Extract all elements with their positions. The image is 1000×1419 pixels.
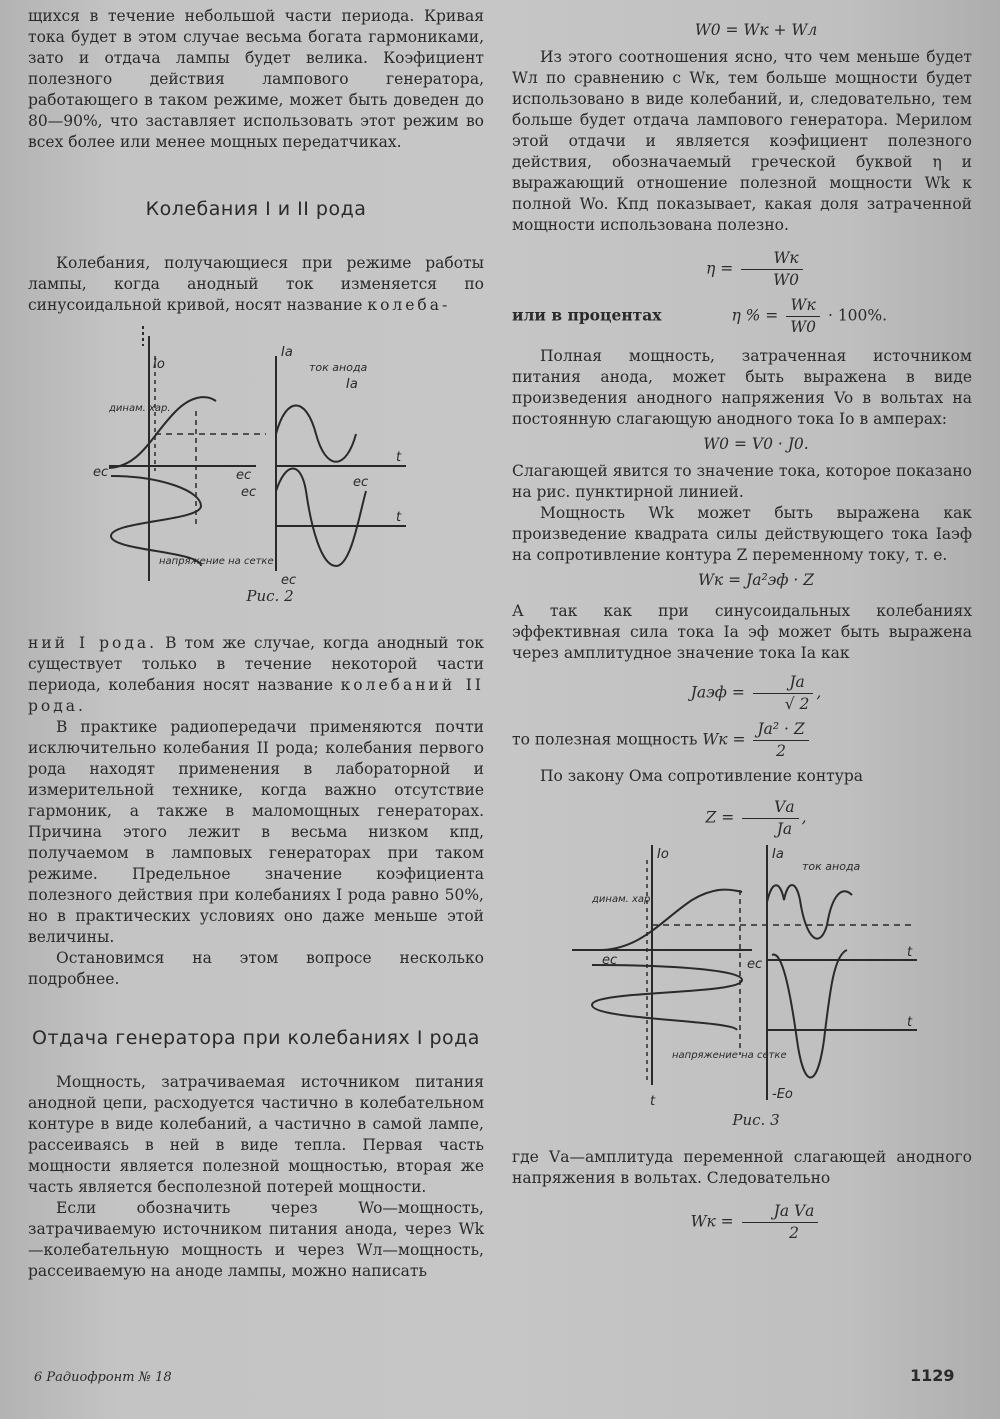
paragraph: Из этого соотношения ясно, что чем меньше будет Wл по сравнению с Wк, тем больше мощности будет использовано в виде колебаний, и, следовательно, тем больше будет отдача лампового генератора. Мерилом этой отдачи и является коэфициент полезного действия, обозначаемый греческой буквой η и выражающий отношение полезной мощности Wk к полной Wo. Кпд показывает, какая доля затраченной мощности использована полезно. bbox=[512, 48, 972, 234]
fig2-label-ia: Ia bbox=[346, 377, 358, 392]
paragraph: В практике радиопередачи применяются почти исключительно колебания II рода; колебания первого рода находят применения в лабораторной и измерительной технике, когда важно отсутствие гармоник, а также в маломощных генераторах. Причина этого лежит в весьма низком кпд, получаемом в ламповых генераторах при таком режиме. Предельное значение коэфициента полезного действия при колебаниях I рода равно 50%, но в практических условиях оно даже меньше этой величины. bbox=[28, 718, 484, 946]
paragraph: А так как при синусоидальных колебаниях эффективная сила тока Iа эф может быть выражена через амплитудное значение тока Iа как bbox=[512, 602, 972, 662]
fig2-label-ec-mid: ec bbox=[236, 468, 252, 483]
fig2-label-ec-left: ec bbox=[93, 465, 109, 480]
page-number: 1129 bbox=[910, 1366, 955, 1385]
figure-caption: Рис. 2 bbox=[246, 587, 294, 605]
fig2-label-dyn: динам. хар. bbox=[109, 403, 171, 414]
paragraph: Слагающей явится то значение тока, которое показано на рис. пунктирной линией. bbox=[512, 462, 972, 501]
fig3-label-ec-left: ec bbox=[602, 953, 618, 968]
fig2-label-t2: t bbox=[396, 510, 402, 525]
paragraph: щихся в течение небольшой части периода. Кривая тока будет в этом случае весьма богата гармониками, зато и отдача лампы будет велика. Коэфициент полезного действия лампового генератора, работающего в таком режиме, может быть доведен до 80—90%, что заставляет использовать этот режим во всех более или менее мощных передатчиках. bbox=[28, 7, 484, 151]
fig2-label-t1: t bbox=[396, 450, 402, 465]
figure-caption: Рис. 3 bbox=[732, 1111, 780, 1129]
fig3-label-volt: напряжение на сетке bbox=[672, 1050, 787, 1061]
fig3-label-ia-axis: Ia bbox=[772, 847, 784, 862]
fig2-label-ec-right: ec bbox=[353, 475, 369, 490]
fig3-label-io: Io bbox=[657, 847, 669, 862]
paragraph: Полная мощность, затраченная источником питания анода, может быть выражена в виде произведения анодного напряжения Vo в вольтах на постоянную слагающую анодного тока Io в амперах: bbox=[512, 347, 972, 428]
formula: Jаэф = $\frac{Jа}{√ 2}$ , bbox=[690, 673, 822, 713]
fig2-label-ec-bottom: ec bbox=[281, 573, 297, 586]
paragraph: Колебания, получающиеся при режиме работы лампы, когда анодный ток изменяется по синусоидальной кривой, носят название колеба- bbox=[28, 254, 484, 314]
footer-source: 6 Радиофронт № 18 bbox=[34, 1370, 172, 1385]
fig2-label-io: Io bbox=[153, 357, 165, 372]
section-heading: Колебания I и II рода bbox=[145, 198, 367, 220]
fig3-label-t2: t bbox=[907, 1015, 913, 1030]
paragraph: ний I рода. В том же случае, когда анодный ток существует только в течение некоторой части периода, колебания носят название колебаний II рода. bbox=[28, 634, 484, 715]
fig3-label-ec-mid: ec bbox=[747, 957, 763, 972]
formula: Wк = Jа²эф · Z bbox=[697, 571, 815, 589]
formula: или в процентах η % = $\frac{Wк}{W0}$ · 100%. bbox=[512, 296, 888, 336]
figure-3 bbox=[562, 840, 922, 1110]
fig2-label-volt: напряжение на сетке bbox=[159, 556, 274, 567]
formula: то полезная мощность Wк = $\frac{\text{Jа² · Z}}{2}$ bbox=[512, 719, 972, 762]
section-heading: Отдача генератора при колебаниях I рода bbox=[32, 1027, 480, 1049]
formula: Z = $\frac{Vа}{Jа}$ , bbox=[705, 798, 807, 838]
fig3-label-ec-bottom: -Eo bbox=[772, 1087, 793, 1102]
fig3-label-t1: t bbox=[907, 945, 913, 960]
paragraph: Если обозначить через Wo—мощность, затрачиваемую источником питания анода, через Wk—колебательную мощность и через Wл—мощность, рассеиваемую на аноде лампы, можно написать bbox=[28, 1199, 484, 1280]
fig3-label-t3: t bbox=[650, 1094, 656, 1109]
fig2-label-ia-axis: Ia bbox=[281, 345, 293, 360]
formula: W0 = Wк + Wл bbox=[694, 21, 818, 39]
paragraph: Мощность, затрачиваемая источником питания анодной цепи, расходуется частично в колебательном контуре в виде колебаний, а частично в самой лампе, рассеиваясь в ней в виде тепла. Первая часть мощности является полезной мощностью, вторая же часть является бесполезной потерей мощности. bbox=[28, 1073, 484, 1196]
formula: Wк = $\frac{\text{Jа Vа}}{2}$ bbox=[512, 1201, 972, 1244]
fig3-label-dyn: динам. хар. bbox=[592, 894, 654, 905]
formula: η = $\frac{Wк}{W0}$ bbox=[512, 248, 972, 291]
fig2-label-anode: ток анода bbox=[309, 361, 368, 374]
paragraph: По закону Ома сопротивление контура bbox=[540, 767, 864, 785]
figure-2 bbox=[91, 316, 421, 586]
paragraph: где Vа—амплитуда переменной слагающей анодного напряжения в вольтах. Следовательно bbox=[512, 1148, 972, 1187]
formula: W0 = V0 · J0. bbox=[703, 435, 809, 453]
left-column bbox=[28, 6, 484, 1282]
paragraph: Мощность Wk может быть выражена как произведение квадрата силы действующего тока Iаэф на сопротивление контура Z переменному току, т. е. bbox=[512, 504, 972, 564]
right-column bbox=[512, 20, 972, 1244]
fig2-label-ec-mid2: ec bbox=[241, 485, 257, 500]
paragraph: Остановимся на этом вопросе несколько подробнее. bbox=[28, 949, 484, 988]
fig3-label-anode: ток анода bbox=[802, 860, 861, 873]
